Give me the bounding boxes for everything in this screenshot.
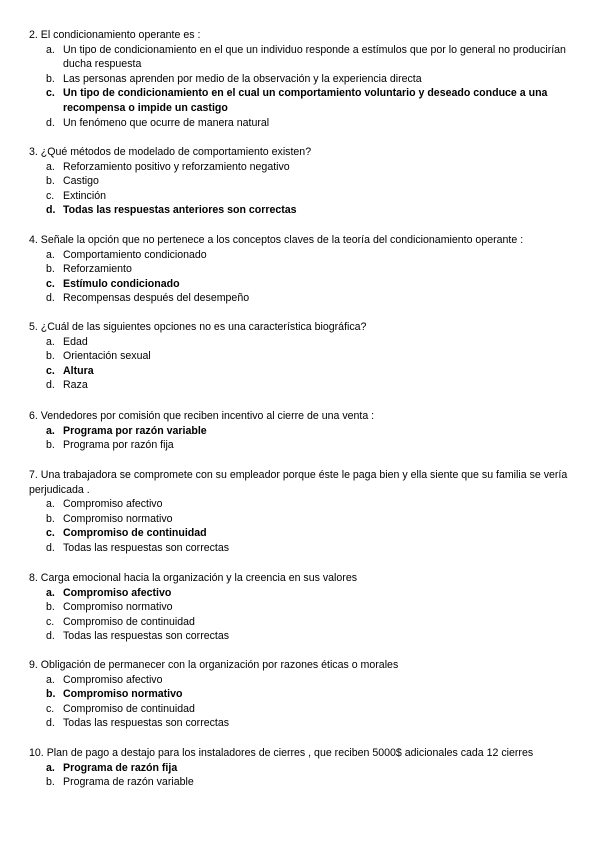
option-list <box>29 424 577 453</box>
option-letter: b. <box>46 688 56 701</box>
option-letter: b. <box>46 776 55 789</box>
option-c <box>29 86 577 115</box>
option-letter: d. <box>46 630 55 643</box>
option-text: Reforzamiento <box>63 263 132 276</box>
option-b <box>29 174 577 189</box>
question-text <box>29 746 577 761</box>
option-text: Compromiso afectivo <box>63 498 163 511</box>
option-d <box>29 203 577 218</box>
question-prompt: Señale la opción que no pertenece a los conceptos claves de la teoría del condicionamiento operante : <box>40 234 524 246</box>
option-letter: c. <box>46 364 55 377</box>
option-list <box>29 497 577 555</box>
question-text <box>29 658 577 673</box>
option-text: Compromiso afectivo <box>63 586 172 599</box>
option-text: Programa por razón variable <box>63 424 207 437</box>
option-c <box>29 277 577 292</box>
option-text: Compromiso de continuidad <box>63 615 195 628</box>
option-d <box>29 291 577 306</box>
option-a <box>29 248 577 263</box>
option-c <box>29 702 577 717</box>
question-9 <box>29 658 577 731</box>
question-text <box>29 468 577 497</box>
question-number: 10. <box>29 747 44 759</box>
option-a <box>29 335 577 350</box>
option-a <box>29 424 577 439</box>
question-prompt: El condicionamiento operante es : <box>40 29 201 41</box>
option-letter: d. <box>46 292 55 305</box>
question-number: 5. <box>29 321 38 333</box>
option-letter: b. <box>46 72 55 85</box>
question-number: 9. <box>29 659 38 671</box>
option-b <box>29 262 577 277</box>
option-letter: c. <box>46 189 55 202</box>
question-number: 3. <box>29 146 38 158</box>
question-4 <box>29 233 577 306</box>
option-text: Extinción <box>63 189 106 202</box>
option-text: Compromiso de continuidad <box>63 702 195 715</box>
option-c <box>29 364 577 379</box>
option-list <box>29 43 577 131</box>
option-text: Estímulo condicionado <box>63 277 180 290</box>
option-d <box>29 541 577 556</box>
option-letter: d. <box>46 717 55 730</box>
option-letter: d. <box>46 116 55 129</box>
question-prompt: Vendedores por comisión que reciben incentivo al cierre de una venta : <box>40 410 375 422</box>
option-letter: a. <box>46 761 55 774</box>
option-text: Todas las respuestas son correctas <box>63 541 230 554</box>
option-text: Compromiso normativo <box>63 688 183 701</box>
option-d <box>29 716 577 731</box>
option-letter: a. <box>46 43 55 56</box>
option-letter: d. <box>46 541 55 554</box>
option-text: Compromiso de continuidad <box>63 527 207 540</box>
option-letter: c. <box>46 615 55 628</box>
option-text: Compromiso normativo <box>63 512 173 525</box>
option-letter: d. <box>46 204 56 217</box>
option-b <box>29 349 577 364</box>
option-letter: a. <box>46 498 55 511</box>
option-b <box>29 775 577 790</box>
option-text: Todas las respuestas son correctas <box>63 630 230 643</box>
option-a <box>29 43 577 72</box>
option-text: Programa de razón variable <box>63 776 194 789</box>
option-letter: b. <box>46 439 55 452</box>
question-8 <box>29 571 577 644</box>
option-letter: d. <box>46 379 55 392</box>
question-10 <box>29 746 577 790</box>
option-letter: b. <box>46 263 55 276</box>
option-text: Un fenómeno que ocurre de manera natural <box>63 116 270 129</box>
option-b <box>29 600 577 615</box>
option-c <box>29 615 577 630</box>
option-list <box>29 160 577 218</box>
option-letter: c. <box>46 277 55 290</box>
option-b <box>29 72 577 87</box>
option-text: Raza <box>63 379 88 392</box>
option-text: Altura <box>63 364 94 377</box>
option-text: Programa de razón fija <box>63 761 178 774</box>
question-number: 4. <box>29 234 38 246</box>
question-6 <box>29 409 577 453</box>
option-list <box>29 761 577 790</box>
question-number: 8. <box>29 572 38 584</box>
option-text: Un tipo de condicionamiento en el que un individuo responde a estímulos que por lo general no producirían ducha respuesta <box>63 43 566 71</box>
question-text <box>29 145 577 160</box>
option-list <box>29 673 577 731</box>
option-text: Castigo <box>63 175 99 188</box>
option-list <box>29 335 577 393</box>
question-number: 6. <box>29 410 38 422</box>
option-text: Programa por razón fija <box>63 439 174 452</box>
question-3 <box>29 145 577 218</box>
option-text: Reforzamiento positivo y reforzamiento negativo <box>63 160 290 173</box>
option-letter: a. <box>46 424 55 437</box>
option-letter: a. <box>46 248 55 261</box>
option-a <box>29 497 577 512</box>
option-text: Todas las respuestas son correctas <box>63 717 230 730</box>
question-prompt: ¿Qué métodos de modelado de comportamiento existen? <box>40 146 312 158</box>
question-number: 2. <box>29 29 38 41</box>
option-list <box>29 248 577 306</box>
option-letter: c. <box>46 702 55 715</box>
option-c <box>29 189 577 204</box>
option-text: Un tipo de condicionamiento en el cual un comportamiento voluntario y deseado conduce a una recompensa o impide un castigo <box>63 87 548 114</box>
question-7 <box>29 468 577 556</box>
question-prompt: Plan de pago a destajo para los instaladores de cierres , que reciben 5000$ adicionales cada 12 cierres <box>46 747 534 759</box>
option-letter: a. <box>46 673 55 686</box>
question-text <box>29 233 577 248</box>
question-5 <box>29 320 577 393</box>
option-a <box>29 160 577 175</box>
option-text: Todas las respuestas anteriores son correctas <box>63 204 297 217</box>
option-b <box>29 512 577 527</box>
option-a <box>29 761 577 776</box>
option-text: Compromiso afectivo <box>63 673 163 686</box>
option-letter: b. <box>46 350 55 363</box>
option-letter: a. <box>46 335 55 348</box>
option-a <box>29 586 577 601</box>
option-d <box>29 629 577 644</box>
option-letter: b. <box>46 512 55 525</box>
question-text <box>29 28 577 43</box>
question-2 <box>29 28 577 130</box>
option-text: Recompensas después del desempeño <box>63 292 250 305</box>
option-letter: b. <box>46 601 55 614</box>
question-text <box>29 320 577 335</box>
option-letter: a. <box>46 586 55 599</box>
option-letter: c. <box>46 87 55 100</box>
option-b <box>29 687 577 702</box>
option-a <box>29 673 577 688</box>
option-d <box>29 378 577 393</box>
question-text <box>29 571 577 586</box>
option-text: Las personas aprenden por medio de la observación y la experiencia directa <box>63 72 422 85</box>
option-text: Compromiso normativo <box>63 601 173 614</box>
option-c <box>29 526 577 541</box>
option-text: Edad <box>63 335 88 348</box>
option-text: Orientación sexual <box>63 350 151 363</box>
option-list <box>29 586 577 644</box>
option-b <box>29 438 577 453</box>
question-prompt: ¿Cuál de las siguientes opciones no es una característica biográfica? <box>40 321 367 333</box>
question-prompt: Carga emocional hacia la organización y la creencia en sus valores <box>40 572 358 584</box>
question-prompt: Obligación de permanecer con la organización por razones éticas o morales <box>40 659 399 671</box>
option-letter: a. <box>46 160 55 173</box>
question-text <box>29 409 577 424</box>
option-letter: b. <box>46 175 55 188</box>
option-d <box>29 116 577 131</box>
question-number: 7. <box>29 469 38 481</box>
option-text: Comportamiento condicionado <box>63 248 207 261</box>
question-prompt: Una trabajadora se compromete con su empleador porque éste le paga bien y ella siente que su familia se vería perjudicada . <box>29 469 568 496</box>
option-letter: c. <box>46 527 55 540</box>
